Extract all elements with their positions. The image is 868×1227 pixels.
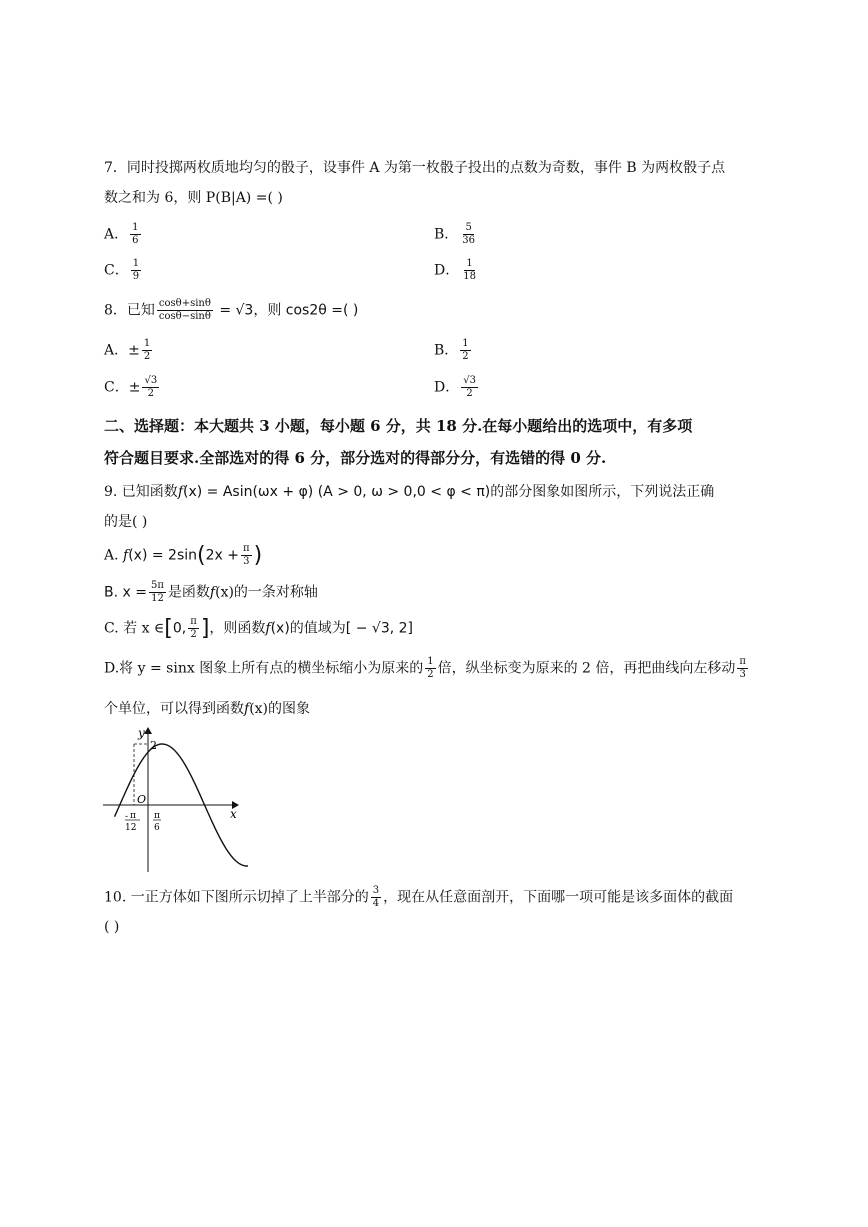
q7-stem-line2: 数之和为 6，则 P(B|A) =( ) <box>104 190 283 206</box>
q8-stem: 8．已知 $\frac{\cos\theta+\sin\theta}{\cos\theta-\sin\theta}$ = √3，则 cos2θ =( ) <box>104 298 359 322</box>
q9-stem-line2: 的是( ) <box>104 514 148 530</box>
x-axis-label: x <box>230 807 237 821</box>
q10-stem-line2: ( ) <box>104 919 120 935</box>
tick2-num: π <box>154 811 160 821</box>
q9-stem-line1: 9. 已知函数f(x) = Asin(ωx + φ) (A > 0, ω > 0,0 < φ < π)的部分图象如图所示，下列说法正确 <box>104 484 715 500</box>
q7-option-b[interactable]: B． $\frac{5}{36}$ <box>434 222 476 246</box>
q7-option-c[interactable]: C． $\frac{1}{9}$ <box>104 258 140 282</box>
q7-option-d[interactable]: D． $\frac{1}{18}$ <box>434 258 476 282</box>
q8-option-b[interactable]: B． $\frac{1}{2}$ <box>434 338 469 362</box>
tick2-den: 6 <box>154 823 160 833</box>
q9-option-b[interactable]: B. x = $\frac{5\pi}{12}$ 是函数f(x)的一条对称轴 <box>104 580 318 604</box>
q9-option-d-line2: 个单位，可以得到函数f(x)的图象 <box>104 701 311 717</box>
sine-graph-figure <box>98 722 248 874</box>
q9-option-a[interactable]: A. f(x) = 2sin(2x + $\frac{\pi}{3}$ ) <box>104 543 263 568</box>
tick1-sign: - <box>125 812 129 822</box>
tick1-num: π <box>130 811 136 821</box>
q9-option-d-line1[interactable]: D.将 y = sinx 图象上所有点的横坐标缩小为原来的 $\frac{1}{2}$ 倍，纵坐标变为原来的 2 倍，再把曲线向左移动 $\frac{\pi}{3}$ <box>104 656 746 680</box>
q8-option-c[interactable]: C．± $\frac{√3}{2}$ <box>104 375 158 399</box>
q9-option-c[interactable]: C. 若 x ∈[0, $\frac{\pi}{2}$ ]，则函数f(x)的值域为[ − √3, 2] <box>104 616 413 641</box>
origin-label: O <box>137 793 147 806</box>
ymax-label: 2 <box>150 739 157 752</box>
q8-option-d[interactable]: D． $\frac{√3}{2}$ <box>434 375 476 399</box>
q10-stem-line1: 10. 一正方体如下图所示切掉了上半部分的 $\frac{3}{4}$ ，现在从任意面剖开，下面哪一项可能是该多面体的截面 <box>104 885 734 909</box>
y-axis-label: y <box>138 726 145 740</box>
q8-option-a[interactable]: A．± $\frac{1}{2}$ <box>104 338 151 362</box>
tick1-den: 12 <box>125 823 137 833</box>
section2-heading-line2: 符合题目要求.全部选对的得 6 分，部分选对的得部分分，有选错的得 0 分. <box>104 449 607 467</box>
q7-stem-line1: 7．同时投掷两枚质地均匀的骰子，设事件 A 为第一枚骰子投出的点数为奇数，事件 B 为两枚骰子点 <box>104 160 726 176</box>
section2-heading-line1: 二、选择题：本大题共 3 小题，每小题 6 分，共 18 分.在每小题给出的选项中，有多项 <box>104 417 693 435</box>
q7-option-a[interactable]: A． $\frac{1}{6}$ <box>104 222 139 246</box>
